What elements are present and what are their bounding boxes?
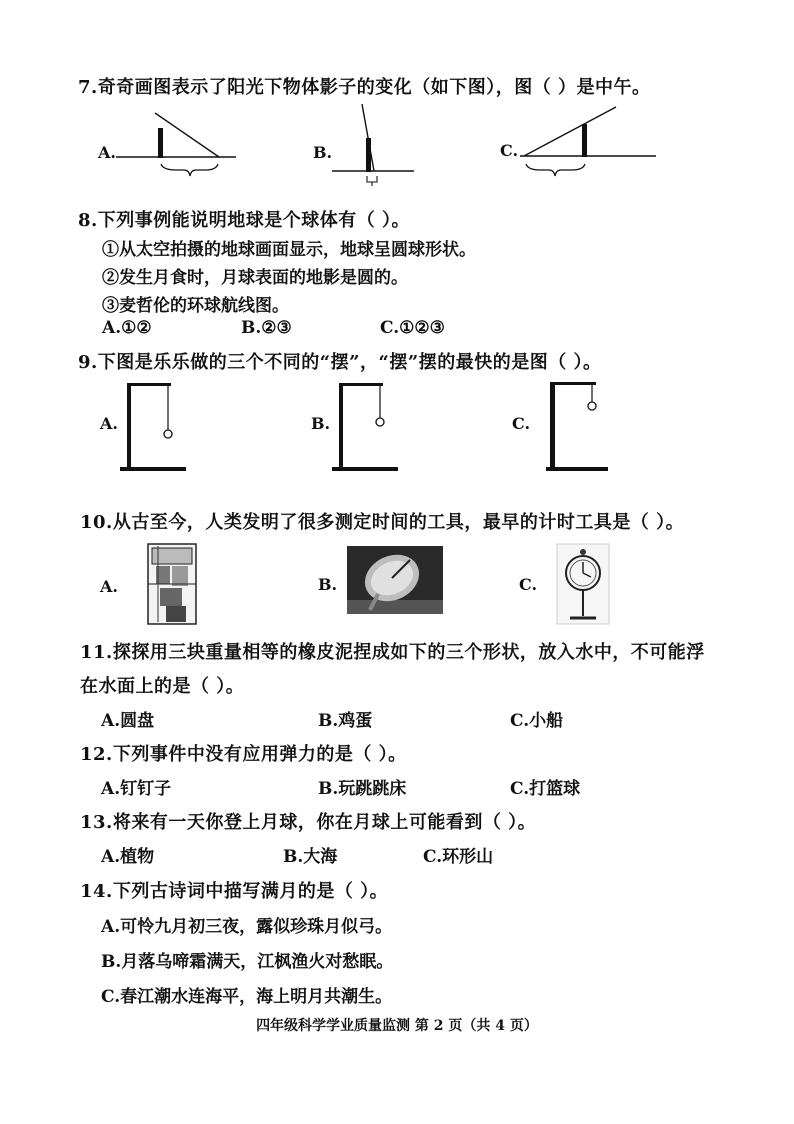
q11-stem-line1: 11.探探用三块重量相等的橡皮泥捏成如下的三个形状，放入水中，不可能浮 (80, 642, 705, 663)
q9-stem: 9.下图是乐乐做的三个不同的“摆”，“摆”摆的最快的是图（ ）。 (78, 352, 602, 373)
q10-option-b-label: B. (318, 575, 338, 594)
q7-stem: 7.奇奇画图表示了阳光下物体影子的变化（如下图），图（ ）是中午。 (78, 77, 651, 98)
q13-option-b: B.大海 (283, 847, 338, 867)
q8-stem: 8.下列事例能说明地球是个球体有（ ）。 (78, 210, 411, 231)
q10-sundial-image (347, 546, 443, 614)
q13-option-c: C.环形山 (423, 847, 494, 867)
q7-option-a-label: A. (98, 143, 116, 162)
q13-option-a: A.植物 (101, 847, 155, 867)
q12-stem: 12.下列事件中没有应用弹力的是（ ）。 (80, 744, 407, 765)
q10-option-c-label: C. (519, 575, 538, 594)
q14-option-b: B.月落乌啼霜满天，江枫渔火对愁眠。 (101, 952, 394, 972)
q7-option-b-label: B. (313, 143, 333, 162)
q12-option-c: C.打篮球 (510, 779, 581, 799)
q10-water-clock-image (148, 544, 196, 624)
q8-option-c: C.①②③ (380, 318, 445, 338)
q8-option-b: B.②③ (241, 318, 292, 338)
q10-stem: 10.从古至今，人类发明了很多测定时间的工具，最早的计时工具是（ ）。 (80, 512, 685, 533)
q11-option-c: C.小船 (510, 711, 564, 731)
q8-item-1: ①从太空拍摄的地球画面显示，地球呈圆球形状。 (102, 240, 476, 260)
q10-option-a-label: A. (100, 577, 118, 596)
q14-option-a: A.可怜九月初三夜，露似珍珠月似弓。 (101, 917, 393, 937)
q10-clock-image (557, 544, 609, 624)
q8-item-3: ③麦哲伦的环球航线图。 (102, 296, 289, 316)
q14-stem: 14.下列古诗词中描写满月的是（ ）。 (80, 881, 389, 902)
q7-option-c-label: C. (500, 141, 519, 160)
q12-option-a: A.钉钉子 (101, 779, 172, 799)
q11-option-b: B.鸡蛋 (318, 711, 373, 731)
q14-option-c: C.春江潮水连海平，海上明月共潮生。 (101, 987, 393, 1007)
page-footer: 四年级科学学业质量监测 第 2 页（共 4 页） (256, 1018, 538, 1034)
q11-stem-line2: 在水面上的是（ ）。 (80, 676, 245, 697)
q9-option-b-label: B. (311, 414, 331, 433)
q11-option-a: A.圆盘 (101, 711, 155, 731)
q8-item-2: ②发生月食时，月球表面的地影是圆的。 (102, 268, 408, 288)
q13-stem: 13.将来有一天你登上月球，你在月球上可能看到（ ）。 (80, 812, 537, 833)
q8-option-a: A.①② (102, 318, 152, 338)
q12-option-b: B.玩跳跳床 (318, 779, 407, 799)
q9-option-a-label: A. (100, 414, 118, 433)
q9-option-c-label: C. (512, 414, 531, 433)
